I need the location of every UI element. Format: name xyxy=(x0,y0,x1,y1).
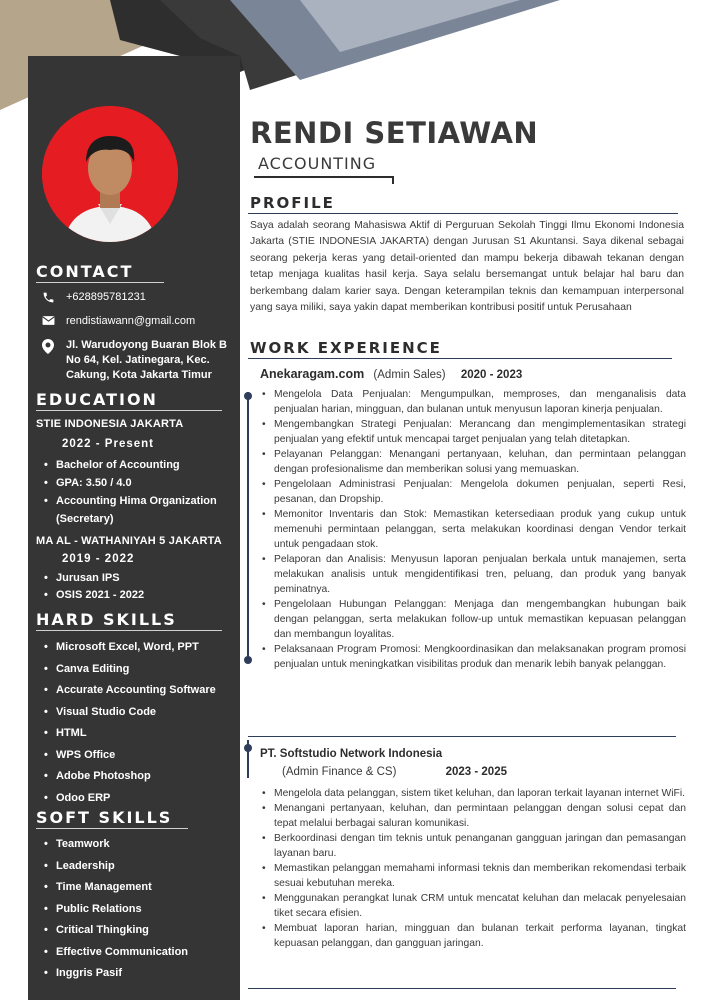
sidebar xyxy=(28,56,240,1000)
list-item: • Canva Editing xyxy=(42,659,238,681)
email-icon xyxy=(42,315,60,331)
list-item: • OSIS 2021 - 2022 xyxy=(42,587,238,604)
contact-email xyxy=(42,314,232,331)
profile-heading: PROFILE xyxy=(250,194,335,212)
timeline-line-1 xyxy=(247,392,249,660)
contact-phone xyxy=(42,290,232,309)
education-details-2 xyxy=(42,570,238,604)
list-item: • Odoo ERP xyxy=(42,788,238,810)
list-item: • Teamwork xyxy=(42,834,238,856)
list-item: • Bachelor of Accounting xyxy=(42,456,238,474)
list-item: • Memonitor Inventaris dan Stok: Memastikan ketersediaan produk yang cukup untuk memenuhi permintaan pelanggan, serta melakukan koordinasi dengan Vendor terkait untuk pengadaan stok. xyxy=(260,507,686,552)
title-underline xyxy=(254,176,394,178)
list-item: • Public Relations xyxy=(42,899,238,921)
list-item: • Adobe Photoshop xyxy=(42,766,238,788)
soft-skills-list xyxy=(42,834,238,985)
list-item: • Mengelola data pelanggan, sistem tiket keluhan, dan laporan terkait layanan internet WiFi. xyxy=(260,786,686,801)
job-header-1 xyxy=(260,367,522,381)
list-item: • Microsoft Excel, Word, PPT xyxy=(42,637,238,659)
list-item: • Effective Communication xyxy=(42,942,238,964)
list-item: • Pengelolaan Hubungan Pelanggan: Menjaga dan mengembangkan hubungan baik dengan pelanggan, serta melakukan follow-up untuk memastikan kepuasan pelanggan dan membangun loyalitas. xyxy=(260,597,686,642)
education-school-2: MA AL - WATHANIYAH 5 JAKARTA xyxy=(36,535,222,547)
list-item: • Accounting Hima Organization (Secretary) xyxy=(42,492,238,528)
job-header-2 xyxy=(260,748,442,760)
list-item: • Accurate Accounting Software xyxy=(42,680,238,702)
hard-skills-list xyxy=(42,637,238,809)
job-role-2: (Admin Finance & CS) xyxy=(282,766,397,778)
hard-skills-divider xyxy=(36,630,222,631)
job-duties-1 xyxy=(260,387,686,672)
job-duties-2 xyxy=(260,786,686,951)
list-item: • Pelayanan Pelanggan: Menangani pertanyaan, keluhan, dan permintaan pelanggan dengan profesionalisme dan memberikan solusi yang memuaskan. xyxy=(260,447,686,477)
list-item: • Jurusan IPS xyxy=(42,570,238,587)
bottom-divider xyxy=(248,988,676,989)
timeline-dot xyxy=(244,744,252,752)
email-address: rendistiawann@gmail.com xyxy=(66,315,196,327)
job-dates-2: 2023 - 2025 xyxy=(445,766,507,778)
job-company-1: Anekaragam.com xyxy=(260,367,365,381)
timeline-dot xyxy=(244,656,252,664)
address-text: Jl. Warudoyong Buaran Blok B No 64, Kel. Jatinegara, Kec. Cakung, Kota Jakarta Timur xyxy=(66,339,227,381)
location-pin-icon xyxy=(42,339,60,359)
job-title: ACCOUNTING xyxy=(258,154,377,173)
list-item: • Visual Studio Code xyxy=(42,702,238,724)
list-item: • HTML xyxy=(42,723,238,745)
education-years-2: 2019 - 2022 xyxy=(62,553,135,565)
list-item: • Leadership xyxy=(42,856,238,878)
work-experience-heading: WORK EXPERIENCE xyxy=(250,339,442,357)
job-separator xyxy=(248,736,676,737)
soft-skills-heading: SOFT SKILLS xyxy=(36,808,173,827)
soft-skills-divider xyxy=(36,828,188,829)
work-experience-divider xyxy=(248,358,672,359)
profile-photo xyxy=(42,106,178,242)
list-item: • Inggris Pasif xyxy=(42,963,238,985)
list-item: • GPA: 3.50 / 4.0 xyxy=(42,474,238,492)
list-item: • Memastikan pelanggan memahami informasi teknis dan memberikan rekomendasi terbaik sesuai kebutuhan mereka. xyxy=(260,861,686,891)
job-dates-1: 2020 - 2023 xyxy=(460,369,523,381)
hard-skills-heading: HARD SKILLS xyxy=(36,610,177,629)
timeline-dot xyxy=(244,392,252,400)
candidate-name: RENDI SETIAWAN xyxy=(250,116,539,150)
education-years-1: 2022 - Present xyxy=(62,438,154,450)
list-item: • WPS Office xyxy=(42,745,238,767)
list-item: • Critical Thingking xyxy=(42,920,238,942)
profile-summary: Saya adalah seorang Mahasiswa Aktif di Perguruan Sekolah Tinggi Ilmu Ekonomi Indonesia Jakarta (STIE INDONESIA JAKARTA) dengan Jurusan S1 Akuntansi. Saya dikenal sebagai seorang pekerja keras yang detail-oriented dan mampu bekerja dibawah tekanan dengan tetap menjaga kualitas hasil kerja. Saya selalu bersemangat untuk belajar hal baru dan berkembang dalam karier saya. Dengan keterampilan teknis dan kemampuan interpersonal yang saya miliki, saya yakin dapat memberikan kontribusi positif untuk Perusahaan xyxy=(250,220,684,314)
profile-divider xyxy=(248,213,678,214)
job-company-2: PT. Softstudio Network Indonesia xyxy=(260,748,443,760)
list-item: • Menangani pertanyaan, keluhan, dan permintaan pelanggan dengan solusi cepat dan tepat melalui berbagai saluran komunikasi. xyxy=(260,801,686,831)
list-item: • Membuat laporan harian, mingguan dan bulanan terkait performa layanan, tingkat kepuasan pelanggan, dan gangguan jaringan. xyxy=(260,921,686,951)
list-item: • Pengelolaan Administrasi Penjualan: Mengelola dokumen penjualan, seperti Resi, pesanan, dan Dropship. xyxy=(260,477,686,507)
contact-address xyxy=(42,338,232,383)
education-divider xyxy=(36,410,222,411)
list-item: • Pelaksanaan Program Promosi: Mengkoordinasikan dan melaksanakan program promosi penjualan untuk meningkatkan visibilitas produk dan menarik lebih banyak pelanggan. xyxy=(260,642,686,672)
education-heading: EDUCATION xyxy=(36,390,158,409)
job-role-1: (Admin Sales) xyxy=(373,369,446,381)
person-avatar-icon xyxy=(42,106,178,242)
phone-number: +628895781231 xyxy=(66,291,146,303)
list-item: • Time Management xyxy=(42,877,238,899)
list-item: • Berkoordinasi dengan tim teknis untuk penanganan gangguan jaringan dan pemasangan layanan baru. xyxy=(260,831,686,861)
list-item: • Pelaporan dan Analisis: Menyusun laporan penjualan berkala untuk manajemen, serta melakukan analisis untuk mengidentifikasi tren, peluang, dan produk yang banyak peminatnya. xyxy=(260,552,686,597)
education-details-1 xyxy=(42,456,238,528)
contact-divider xyxy=(36,282,164,283)
education-school-1: STIE INDONESIA JAKARTA xyxy=(36,418,184,430)
list-item: • Menggunakan perangkat lunak CRM untuk mencatat keluhan dan melacak penyelesaian tiket secara efisien. xyxy=(260,891,686,921)
list-item: • Mengembangkan Strategi Penjualan: Merancang dan mengimplementasikan strategi penjualan yang efektif untuk mencapai target penjualan yang telah ditetapkan. xyxy=(260,417,686,447)
title-underline-hook xyxy=(392,176,394,184)
contact-heading: CONTACT xyxy=(36,262,134,281)
job-subheader-2 xyxy=(282,766,507,778)
list-item: • Mengelola Data Penjualan: Mengumpulkan, memproses, dan menganalisis data penjualan harian, mingguan, dan bulanan untuk menyusun laporan kinerja penjualan. xyxy=(260,387,686,417)
phone-icon xyxy=(42,291,60,309)
